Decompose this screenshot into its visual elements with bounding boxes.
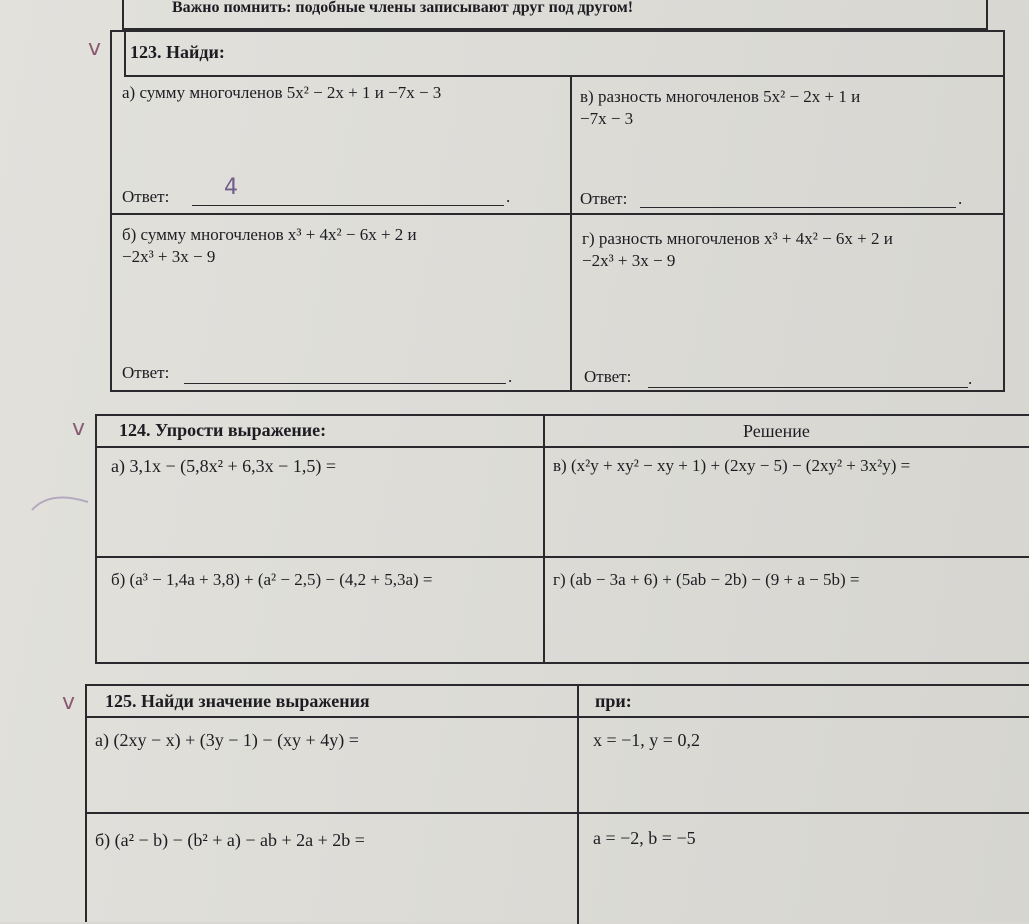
task-123-title: 123. Найди: bbox=[130, 42, 225, 62]
task-125-b-text: б) (a² − b) − (b² + a) − ab + 2a + 2b = bbox=[95, 830, 365, 850]
cell-124-g bbox=[545, 558, 1029, 664]
task-123-b-text-2: −2x³ + 3x − 9 bbox=[122, 247, 216, 266]
task-125-a-text: а) (2xy − x) + (3y − 1) − (xy + 4y) = bbox=[95, 730, 359, 750]
cell-123-a bbox=[112, 77, 572, 215]
table-123 bbox=[110, 30, 1005, 392]
task-125-a-values: x = −1, y = 0,2 bbox=[593, 730, 700, 750]
answer-label-a: Ответ: bbox=[122, 187, 170, 206]
answer-period-b: . bbox=[508, 367, 513, 386]
table-124-header-right bbox=[545, 416, 1029, 448]
table-125-header-left bbox=[87, 686, 579, 718]
table-123-header bbox=[124, 32, 1003, 77]
cell-125-b bbox=[87, 814, 579, 924]
table-124-header-left bbox=[97, 416, 545, 448]
cell-124-v bbox=[545, 448, 1029, 558]
reminder-banner bbox=[122, 0, 988, 30]
task-125-b-values: a = −2, b = −5 bbox=[593, 828, 696, 848]
answer-line-b[interactable] bbox=[184, 383, 506, 384]
table-125 bbox=[85, 684, 1029, 922]
task-123-g-text-1: г) разность многочленов x³ + 4x² − 6x + 2 и bbox=[582, 229, 893, 248]
answer-label-v: Ответ: bbox=[580, 189, 628, 208]
pen-stroke bbox=[30, 480, 90, 520]
reminder-text: Важно помнить: подобные члены записывают друг под другом! bbox=[172, 0, 634, 16]
task-124-title: 124. Упрости выражение: bbox=[119, 420, 327, 440]
cell-124-a bbox=[97, 448, 545, 558]
table-125-header-right bbox=[579, 686, 1029, 718]
task-123-v-text-1: в) разность многочленов 5x² − 2x + 1 и bbox=[580, 87, 861, 106]
answer-label-b: Ответ: bbox=[122, 363, 170, 382]
cell-125-a bbox=[87, 718, 579, 814]
task-123-g-text-2: −2x³ + 3x − 9 bbox=[582, 251, 676, 270]
cell-123-v bbox=[572, 77, 1003, 215]
answer-label-g: Ответ: bbox=[584, 367, 632, 386]
answer-period-v: . bbox=[958, 189, 963, 208]
task-124-a-text: а) 3,1x − (5,8x² + 6,3x − 1,5) = bbox=[111, 456, 336, 476]
task-124-g-text: г) (ab − 3a + 6) + (5ab − 2b) − (9 + a − 5b) = bbox=[553, 570, 860, 589]
when-header: при: bbox=[595, 691, 632, 711]
cell-125-a-when bbox=[579, 718, 1029, 814]
cell-125-b-when bbox=[579, 814, 1029, 924]
answer-line-g[interactable] bbox=[648, 387, 968, 388]
task-123-b-text-1: б) сумму многочленов x³ + 4x² − 6x + 2 и bbox=[122, 225, 417, 244]
task-123-a-text: а) сумму многочленов 5x² − 2x + 1 и −7x − 3 bbox=[122, 83, 442, 102]
cell-123-g bbox=[572, 215, 1003, 390]
answer-line-v[interactable] bbox=[640, 207, 956, 208]
table-124 bbox=[95, 414, 1029, 664]
cell-123-b bbox=[112, 215, 572, 390]
answer-period-g: . bbox=[968, 369, 973, 388]
cell-124-b bbox=[97, 558, 545, 664]
handwritten-answer: 4 bbox=[224, 175, 238, 200]
check-mark-124: v bbox=[72, 416, 86, 441]
task-124-v-text: в) (x²y + xy² − xy + 1) + (2xy − 5) − (2xy² + 3x²y) = bbox=[553, 456, 911, 475]
header-divider bbox=[124, 32, 126, 77]
solution-header: Решение bbox=[743, 421, 810, 441]
check-mark-123: v bbox=[88, 36, 102, 61]
task-124-b-text: б) (a³ − 1,4a + 3,8) + (a² − 2,5) − (4,2 + 5,3a) = bbox=[111, 570, 433, 589]
answer-period-a: . bbox=[506, 187, 511, 206]
check-mark-125: v bbox=[62, 690, 76, 715]
answer-line-a[interactable] bbox=[192, 205, 504, 206]
task-125-title: 125. Найди значение выражения bbox=[105, 691, 370, 711]
task-123-v-text-2: −7x − 3 bbox=[580, 109, 634, 128]
